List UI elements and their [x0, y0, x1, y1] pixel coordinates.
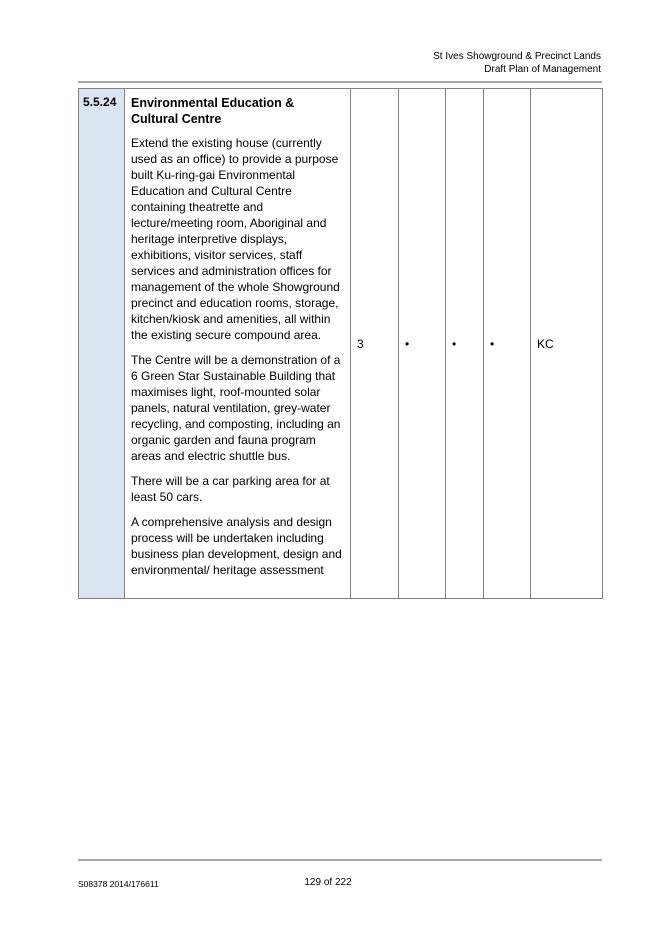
timing-mark-1: • — [399, 89, 446, 599]
running-header — [433, 50, 601, 76]
page-number: 129 of 222 — [304, 877, 352, 888]
description-paragraph: There will be a car parking area for at least 50 cars. — [131, 474, 330, 504]
responsibility-cell: KC — [531, 89, 603, 599]
action-table — [78, 88, 603, 599]
timing-mark-2: • — [446, 89, 484, 599]
header-divider — [78, 81, 602, 83]
description-paragraph: A comprehensive analysis and design process will be undertaken including business plan development, design and environmental/ heritage assessment — [131, 515, 342, 577]
timing-mark-3: • — [484, 89, 531, 599]
header-title: St Ives Showground & Precinct Lands — [433, 51, 601, 62]
description-paragraph: The Centre will be a demonstration of a 6 Green Star Sustainable Building that maximises light, roof-mounted solar panels, natural ventilation, grey-water recycling, and composting, including an organic garden and fauna program areas and electric shuttle bus. — [131, 353, 341, 463]
description-paragraph: Extend the existing house (currently used as an office) to provide a purpose built Ku-ring-gai Environmental Education and Cultural Centre containing theatrette and lecture/meeting room, Aboriginal and heritage interpretive displays, exhibitions, visitor services, staff services and administration offices for management of the whole Showground precinct and education rooms, storage, kitchen/kiosk and amenities, all within the existing secure compound area. — [131, 136, 340, 342]
item-reference: 5.5.24 — [79, 89, 125, 599]
header-subtitle: Draft Plan of Management — [484, 64, 601, 75]
item-title: Environmental Education & Cultural Centre — [131, 96, 295, 126]
table-row — [79, 89, 603, 599]
item-description — [125, 89, 351, 599]
document-reference: S08378 2014/176611 — [78, 879, 159, 889]
footer-divider — [78, 859, 602, 861]
priority-cell: 3 — [351, 89, 399, 599]
